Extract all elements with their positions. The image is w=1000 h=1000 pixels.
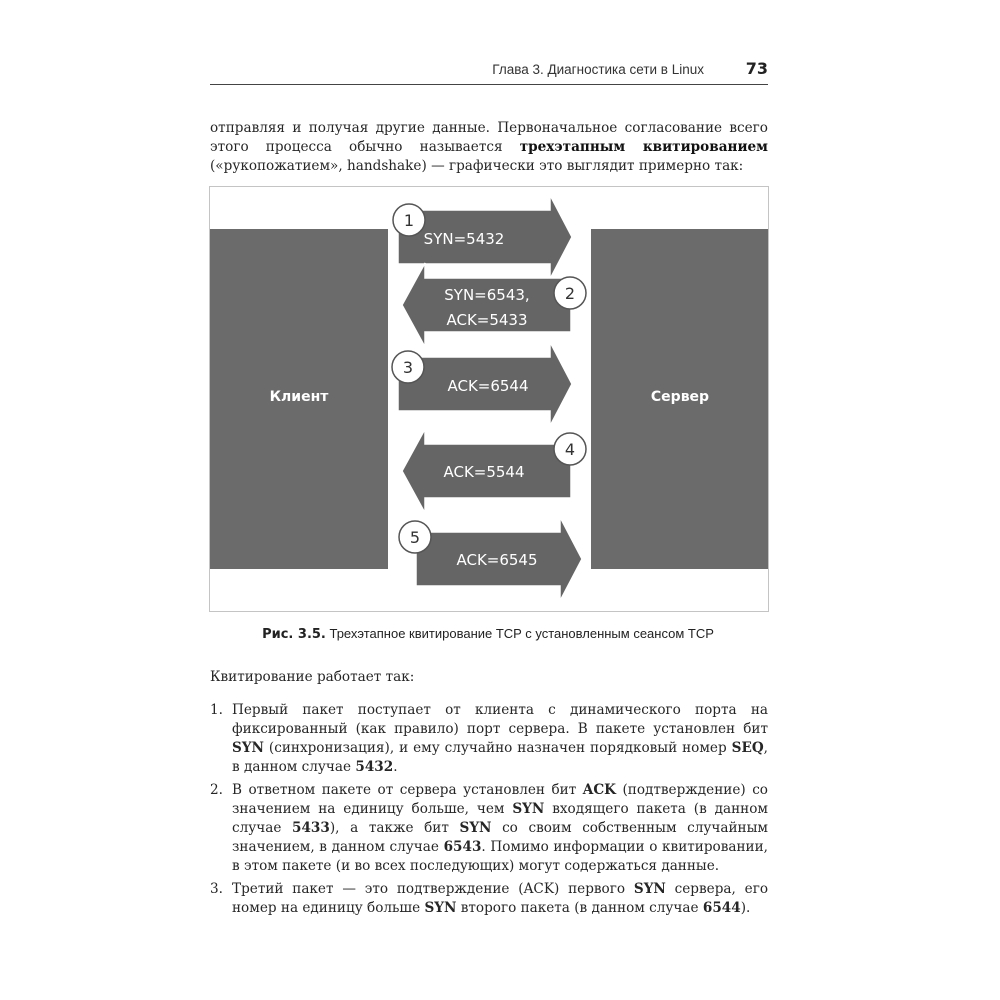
list-run: ), а также бит <box>329 820 460 836</box>
list-lead: Квитирование работает так: <box>210 669 415 685</box>
list-run-bold: SYN <box>512 801 545 817</box>
arrow-5-label: ACK=6545 <box>456 551 538 569</box>
caption-text: Трехэтапное квитирование TCP с установленным сеансом TCP <box>325 626 714 641</box>
step-2-number: 2 <box>564 284 576 303</box>
intro-bold-term: трехэтапным квитированием <box>519 139 768 155</box>
list-item <box>210 781 768 876</box>
caption-label: Рис. 3.5. <box>262 627 326 642</box>
list-run: . Помимо информации о квитировании, в этом пакете (и во всех последующих) могут содержаться данные. <box>232 839 768 874</box>
list-run-bold: 6544 <box>702 900 741 916</box>
page-number: 73 <box>745 59 768 78</box>
step-4-number: 4 <box>564 440 576 459</box>
handshake-steps-list <box>210 701 768 922</box>
list-run: Третий пакет — это подтверждение (ACK) первого <box>232 881 634 897</box>
list-run: ). <box>740 900 751 916</box>
list-run-bold: SEQ <box>731 740 764 756</box>
list-run-bold: 5433 <box>292 820 330 836</box>
arrow-1-label: SYN=5432 <box>423 230 505 248</box>
client-label: Клиент <box>269 389 329 405</box>
list-run-bold: 6543 <box>443 839 482 855</box>
chapter-title: Глава 3. Диагностика сети в Linux <box>492 62 704 77</box>
list-run: входящего пакета (в данном случае <box>232 801 768 836</box>
list-run: (синхронизация), и ему случайно назначен порядковый номер <box>263 740 732 756</box>
list-item-number: 3. <box>210 881 223 897</box>
arrow-2-synack <box>402 263 571 347</box>
list-run-bold: SYN <box>459 820 492 836</box>
list-run-bold: ACK <box>582 782 616 798</box>
handshake-diagram <box>210 187 768 611</box>
list-run: Первый пакет поступает от клиента с динамического порта на фиксированный (как правило) порт сервера. В пакете установлен бит <box>232 702 768 737</box>
list-run-bold: SYN <box>633 881 666 897</box>
step-5-number: 5 <box>409 528 421 547</box>
list-run: сервера, его номер на единицу больше <box>232 881 768 916</box>
list-run: второго пакета (в данном случае <box>456 900 703 916</box>
list-item <box>210 701 768 777</box>
list-run: В ответном пакете от сервера установлен бит <box>232 782 583 798</box>
list-item-number: 1. <box>210 702 223 718</box>
list-run-bold: SYN <box>424 900 457 916</box>
running-head <box>210 59 768 85</box>
arrow-3-label: ACK=6544 <box>447 377 529 395</box>
list-run: со своим собственным случайным значением, в данном случае <box>232 820 768 855</box>
handshake-figure <box>209 186 769 612</box>
arrow-4-label: ACK=5544 <box>443 463 525 481</box>
arrow-2-label-line2: ACK=5433 <box>446 311 528 329</box>
list-run-bold: SYN <box>232 740 264 756</box>
step-1-number: 1 <box>403 211 415 230</box>
intro-text-2: («рукопожатием», handshake) — графически это выглядит примерно так: <box>210 158 744 174</box>
figure-caption <box>209 626 767 642</box>
list-run: (подтверждение) со значением на единицу больше, чем <box>232 782 768 817</box>
intro-paragraph <box>210 119 768 176</box>
arrow-2-label-line1: SYN=6543, <box>444 286 530 304</box>
list-item <box>210 880 768 918</box>
list-item-number: 2. <box>210 782 223 798</box>
list-run-bold: 5432 <box>355 759 394 775</box>
server-label: Сервер <box>650 389 710 405</box>
list-run: . <box>393 759 398 775</box>
intro-text-1: отправляя и получая другие данные. Первоначальное согласование всего этого процесса обычно называется <box>210 120 768 155</box>
step-3-number: 3 <box>402 358 414 377</box>
list-run: , в данном случае <box>232 740 768 775</box>
